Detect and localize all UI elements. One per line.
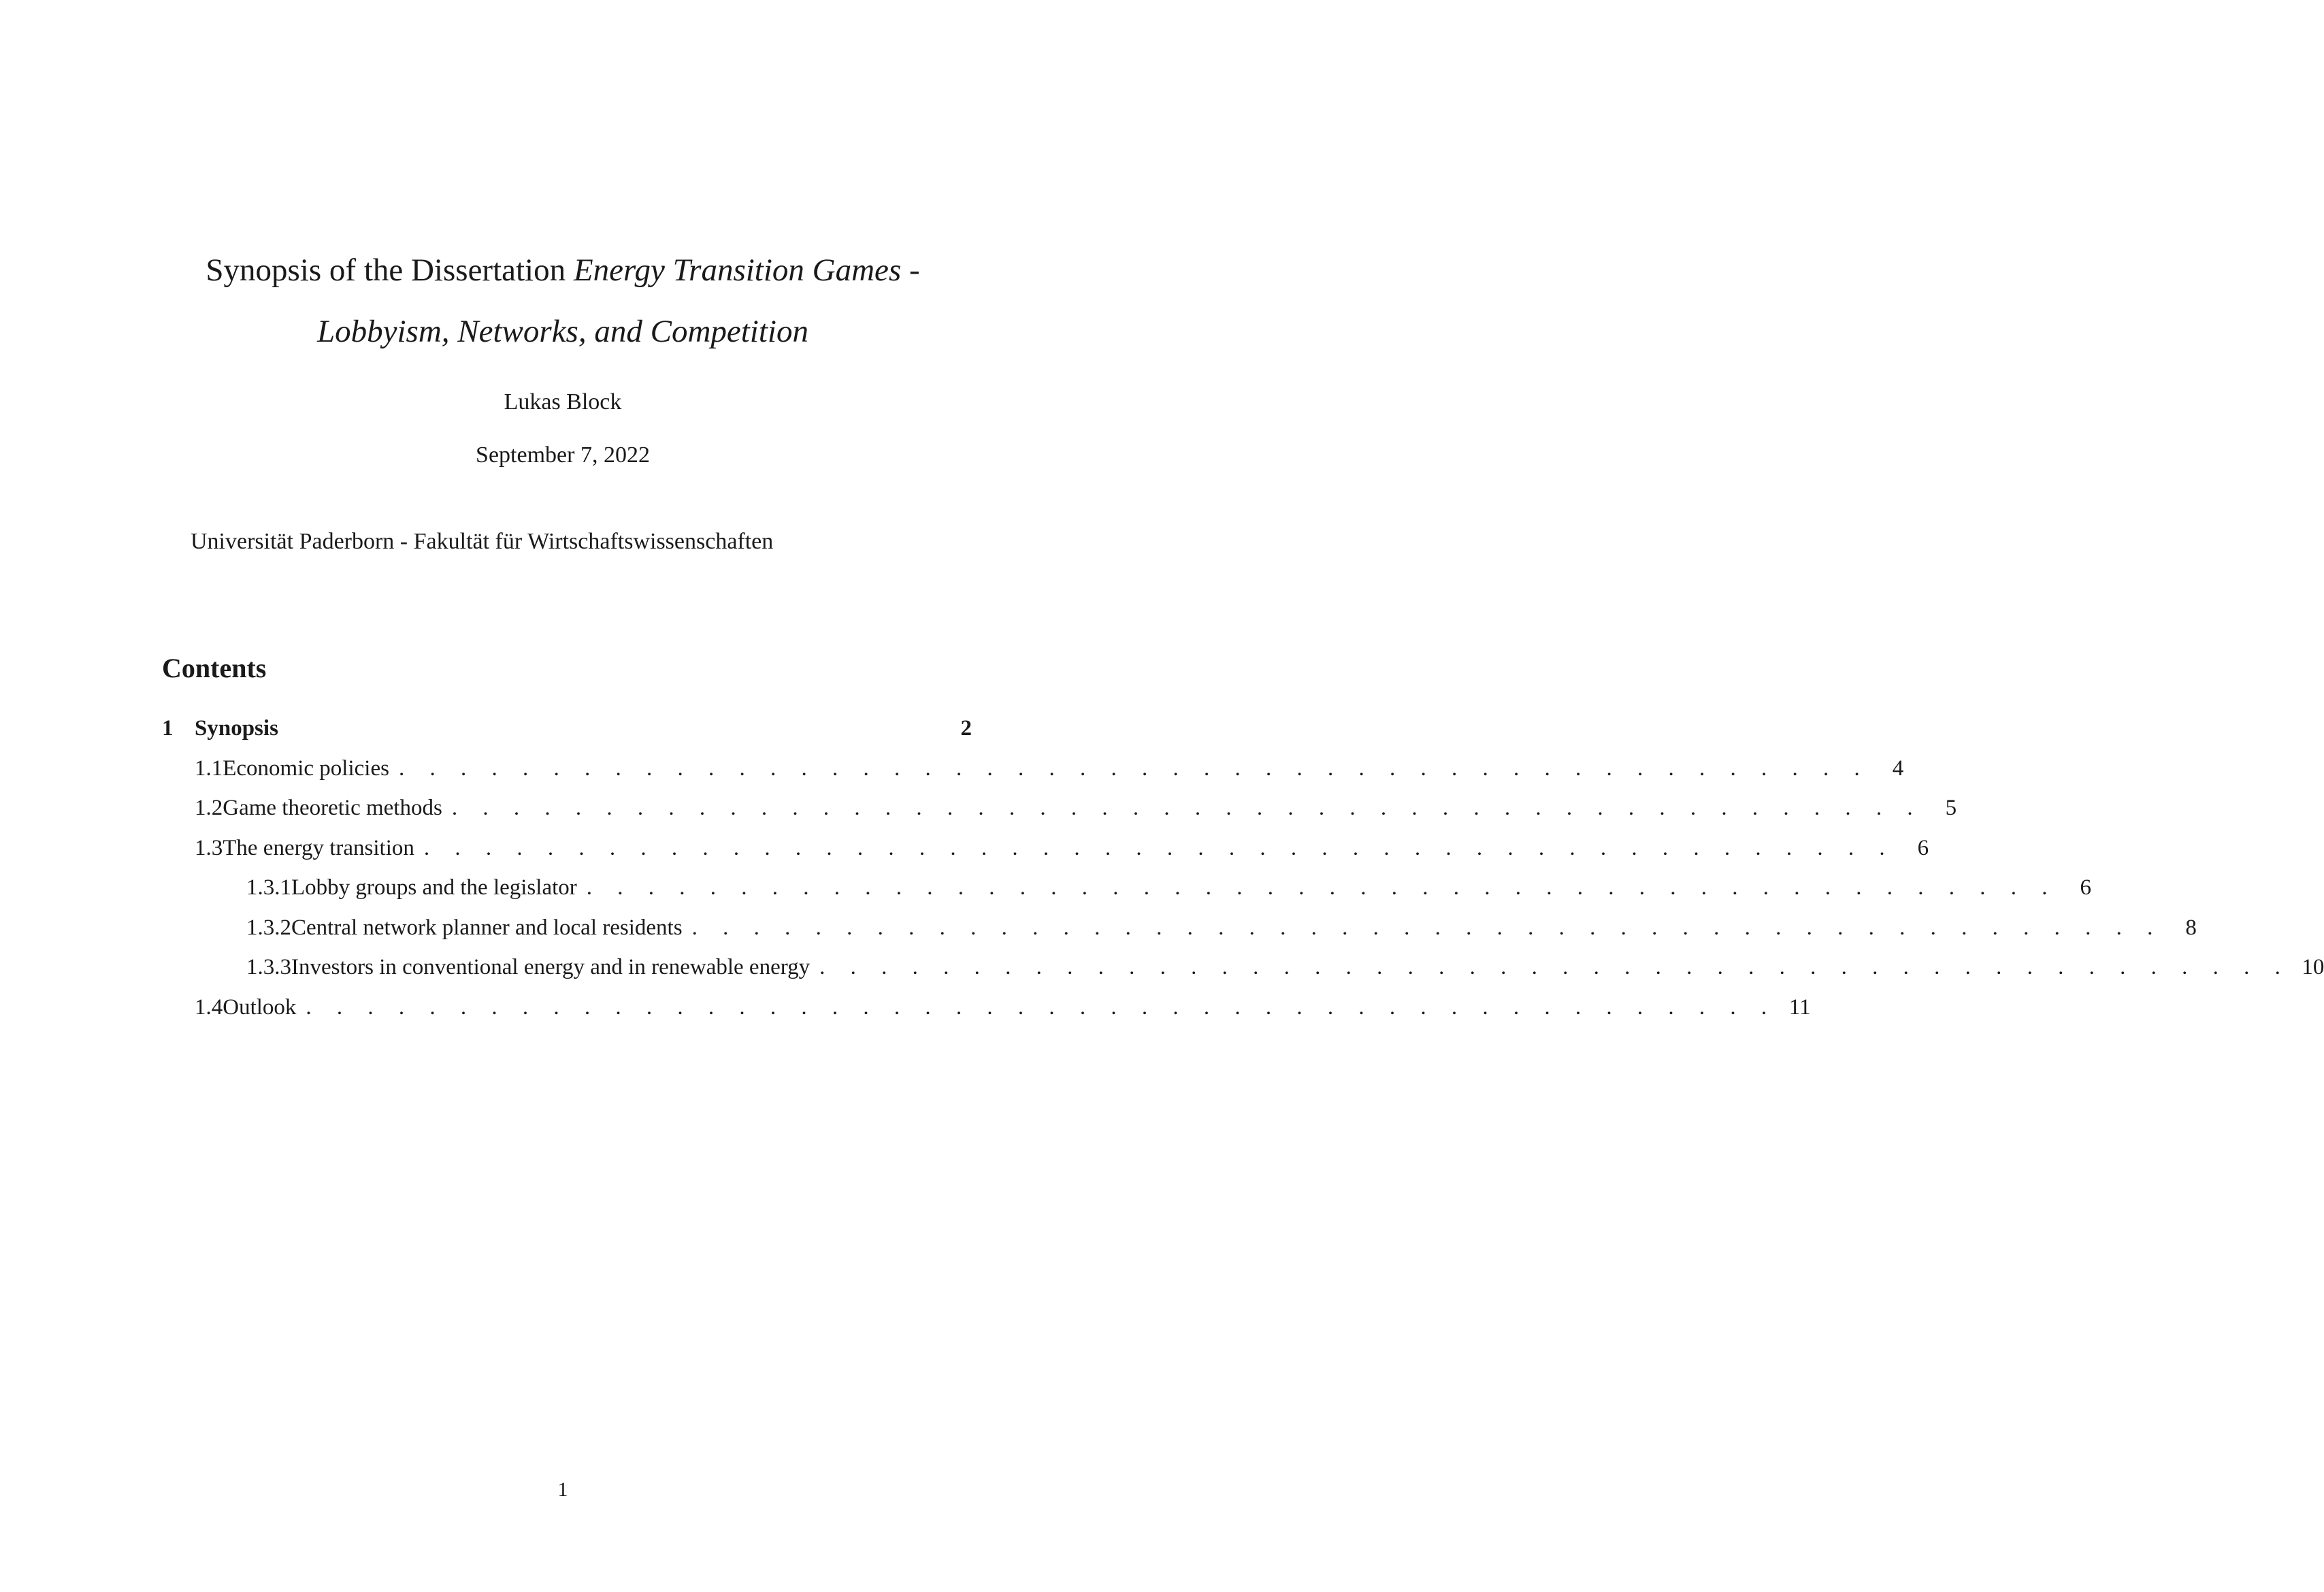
toc-entry-1-1[interactable] — [162, 756, 1904, 796]
toc-number: 1.3.1 — [246, 875, 291, 900]
toc-label: The energy transition — [223, 835, 414, 860]
toc-leader-dots: . . . . . . . . . . . . . . . . . . . . . . . . . . . . . . . . . . . . . . . . . . . . . . . . — [451, 796, 1923, 820]
toc-label: Central network planner and local residents — [291, 915, 683, 940]
toc-label: Investors in conventional energy and in renewable energy — [291, 955, 811, 979]
toc-entry-1-4[interactable] — [162, 994, 1811, 1035]
toc-page: 6 — [2080, 875, 2092, 900]
toc-number: 1 — [162, 716, 174, 741]
toc-number: 1.3 — [195, 835, 223, 860]
title-italic-line-1: Energy Transition Games - — [573, 253, 920, 288]
toc-number: 1.4 — [195, 994, 223, 1020]
toc-page: 11 — [1788, 994, 1811, 1020]
toc-leader-dots: . . . . . . . . . . . . . . . . . . . . . . . . . . . . . . . . . . . . . . . . . . . . . . . . — [819, 955, 2291, 979]
toc-entry-1-3-3[interactable] — [162, 955, 2324, 995]
toc-number: 1.2 — [195, 796, 223, 820]
toc-page: 6 — [1917, 835, 1929, 860]
title-prefix: Synopsis of the Dissertation — [206, 253, 574, 288]
affiliation: Universität Paderborn - Fakultät für Wirtschaftswissenschaften — [191, 529, 774, 554]
toc-entry-1-3[interactable] — [162, 835, 1929, 876]
document-title — [0, 240, 1126, 362]
toc-leader-dots: . . . . . . . . . . . . . . . . . . . . . . . . . . . . . . . . . . . . . . . . . . . . . . . . — [398, 756, 1870, 781]
toc-label: Lobby groups and the legislator — [291, 875, 577, 900]
toc-page: 8 — [2185, 915, 2197, 940]
table-of-contents — [162, 716, 2324, 1035]
toc-number: 1.3.3 — [246, 955, 291, 979]
toc-page: 4 — [1892, 756, 1904, 781]
toc-label: Game theoretic methods — [223, 796, 442, 820]
toc-page: 2 — [960, 716, 972, 741]
toc-number: 1.3.2 — [246, 915, 291, 940]
toc-leader-dots: . . . . . . . . . . . . . . . . . . . . . . . . . . . . . . . . . . . . . . . . . . . . . . . . — [306, 994, 1777, 1020]
toc-label: Outlook — [223, 994, 297, 1020]
toc-entry-1-3-2[interactable] — [162, 915, 2197, 956]
toc-label: Economic policies — [223, 756, 389, 781]
toc-page: 10 — [2302, 955, 2324, 979]
toc-page: 5 — [1945, 796, 1957, 820]
toc-entry-1-3-1[interactable] — [162, 875, 2092, 915]
toc-leader-dots: . . . . . . . . . . . . . . . . . . . . . . . . . . . . . . . . . . . . . . . . . . . . . . . . — [586, 875, 2058, 900]
title-italic-line-2: Lobbyism, Networks, and Competition — [317, 314, 808, 349]
toc-label: Synopsis — [195, 716, 278, 741]
toc-number: 1.1 — [195, 756, 223, 781]
toc-leader-dots: . . . . . . . . . . . . . . . . . . . . . . . . . . . . . . . . . . . . . . . . . . . . . . . . — [691, 915, 2163, 940]
document-date: September 7, 2022 — [476, 442, 650, 468]
author-name: Lukas Block — [504, 389, 622, 415]
toc-leader-dots: . . . . . . . . . . . . . . . . . . . . . . . . . . . . . . . . . . . . . . . . . . . . . . . . — [423, 835, 1895, 860]
title-line-1 — [0, 240, 1126, 301]
toc-entry-1-2[interactable] — [162, 796, 1957, 836]
contents-heading: Contents — [162, 653, 267, 683]
toc-entry-1[interactable] — [162, 716, 972, 756]
page-number: 1 — [557, 1478, 568, 1501]
